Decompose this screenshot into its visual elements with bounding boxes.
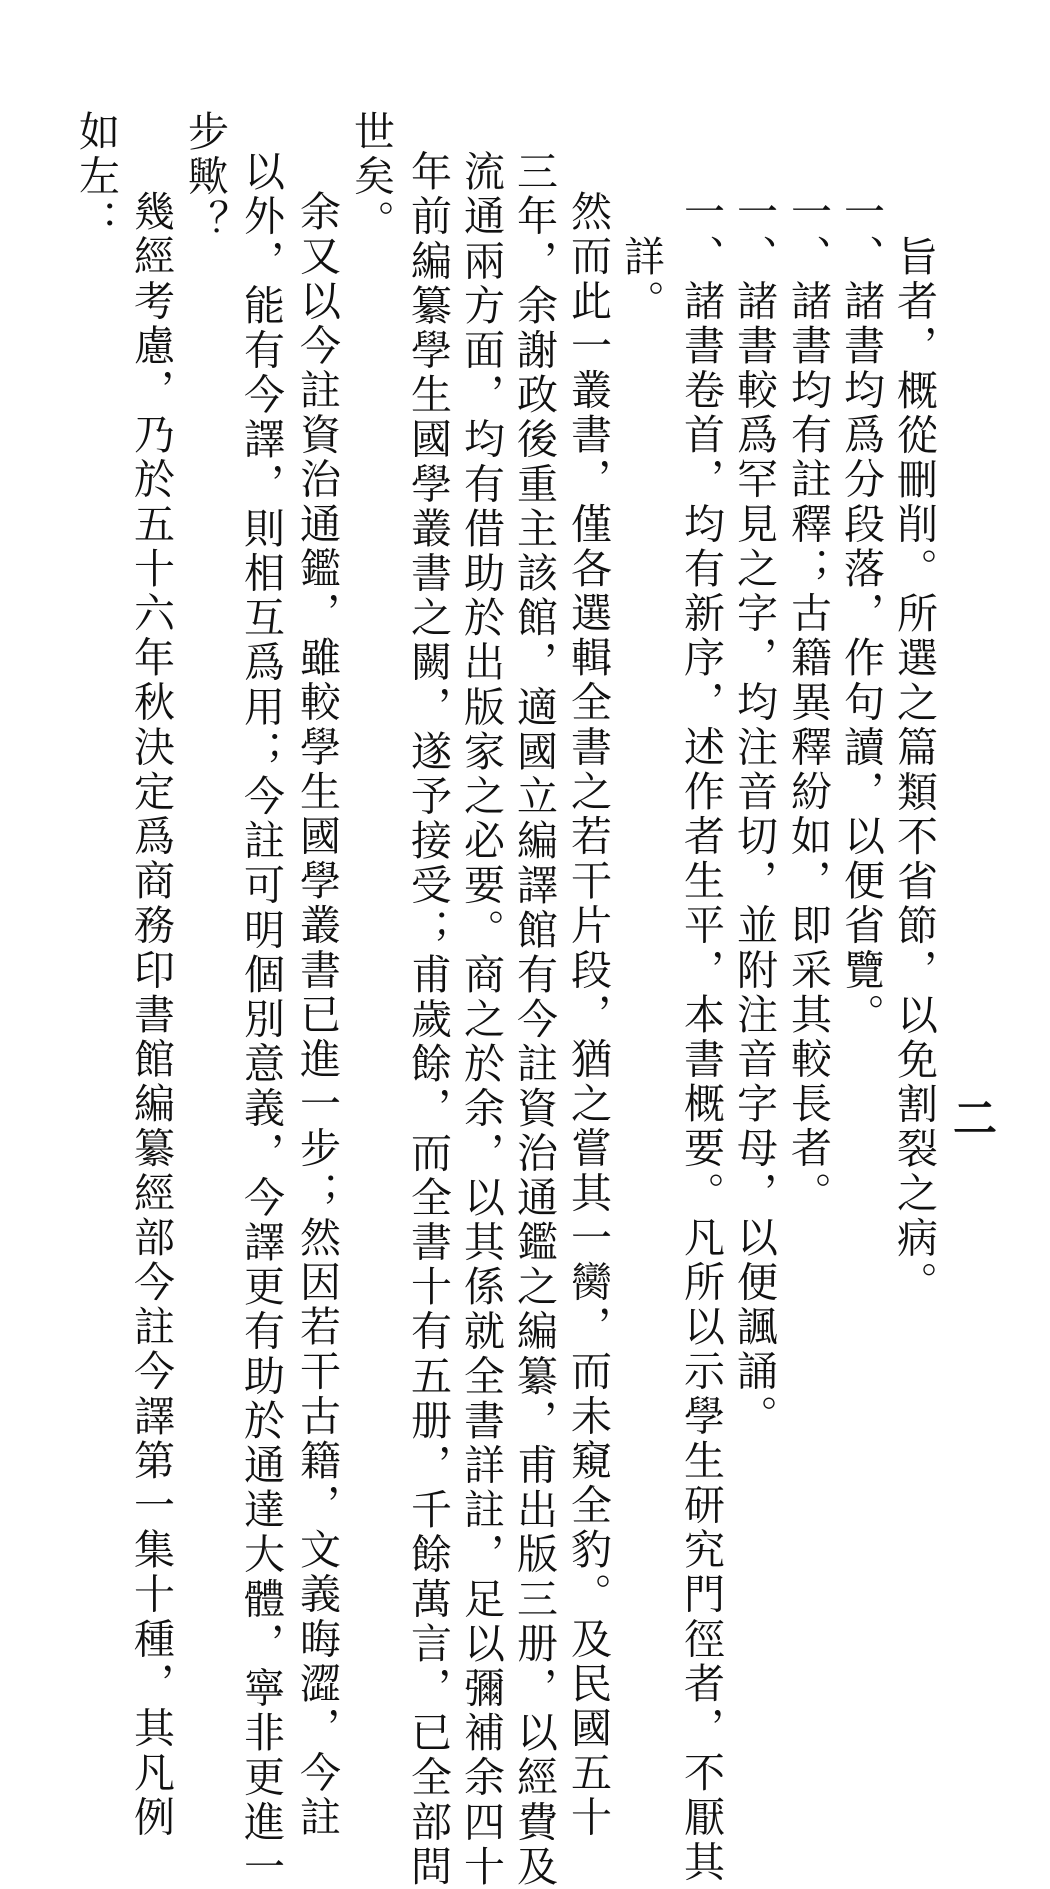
text-column-3: 一、諸書均有註釋；古籍異釋紛如，即采其較長者。 — [784, 190, 832, 1216]
text-column-16: 如左： — [72, 110, 120, 244]
text-column-1: 旨者，概從刪削。所選之篇類不省節，以免割裂之病。 — [890, 235, 938, 1306]
text-column-5: 一、諸書卷首，均有新序，述作者生平，本書概要。凡所以示學生研究門徑者，不厭其 — [677, 190, 725, 1885]
page-number: 二 — [945, 1095, 996, 1139]
text-column-10: 年前編纂學生國學叢書之闕，遂予接受；甫歲餘，而全書十有五册，千餘萬言，已全部問 — [404, 150, 452, 1889]
text-column-14: 步歟？ — [181, 110, 229, 244]
text-column-8: 三年，余謝政後重主該館，適國立編譯館有今註資治通鑑之編纂，甫出版三册，以經費及 — [510, 150, 558, 1889]
text-column-12: 余又以今註資治通鑑，雖較學生國學叢書已進一步；然因若干古籍，文義晦澀，今註 — [293, 190, 341, 1841]
text-column-2: 一、諸書均爲分段落，作句讀，以便省覽。 — [837, 190, 885, 1038]
text-column-4: 一、諸書較爲罕見之字，均注音切，並附注音字母，以便諷誦。 — [730, 190, 778, 1439]
text-column-9: 流通兩方面，均有借助於出版家之必要。商之於余，以其係就全書詳註，足以彌補余四十 — [457, 150, 505, 1889]
text-column-15: 幾經考慮，乃於五十六年秋決定爲商務印書館編纂經部今註今譯第一集十種，其凡例 — [127, 190, 175, 1841]
text-column-6: 詳。 — [617, 235, 665, 325]
text-column-11: 世矣。 — [347, 110, 395, 244]
text-column-13: 以外，能有今譯，則相互爲用；今註可明個別意義，今譯更有助於通達大體，寧非更進一 — [237, 150, 285, 1889]
text-column-7: 然而此一叢書，僅各選輯全書之若干片段，猶之嘗其一臠，而未窺全豹。及民國五十 — [564, 190, 612, 1841]
